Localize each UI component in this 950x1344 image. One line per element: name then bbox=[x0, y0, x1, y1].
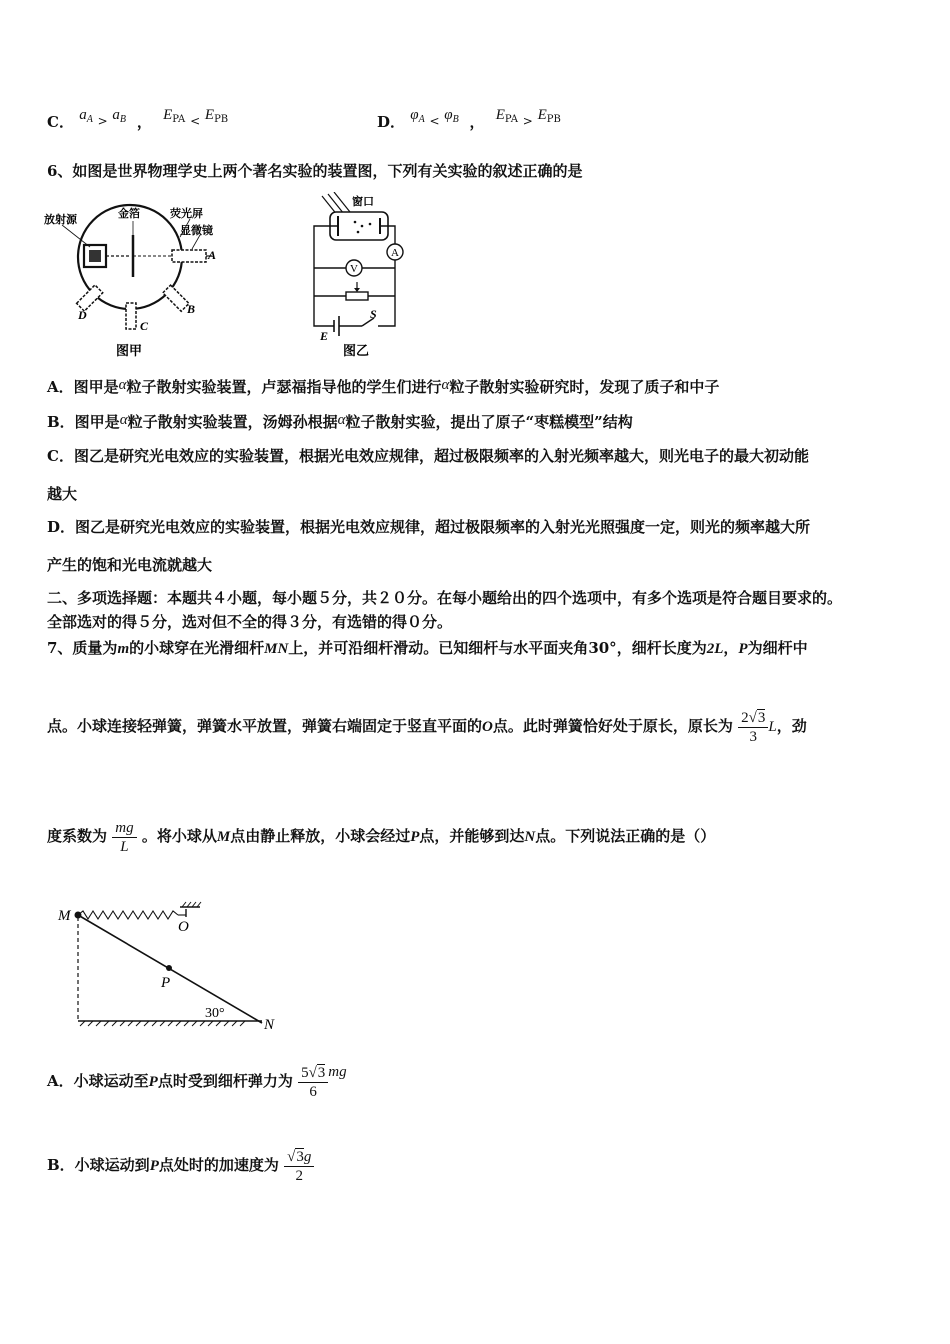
label-d: D bbox=[78, 308, 87, 322]
figure-caption-yi: 图乙 bbox=[343, 344, 370, 359]
label-window: 窗口 bbox=[352, 195, 374, 208]
q7-line3: 度系数为 $\frac{mg}{L}$ 。将小球从M点由静止释放，小球会经过P点，并能够到达N点。下列说法正确的是（） bbox=[47, 819, 716, 855]
microscope-b bbox=[163, 285, 189, 311]
figure-incline-spring bbox=[50, 895, 290, 1040]
label-s: S bbox=[370, 307, 377, 321]
fraction-spring-constant: $\frac{mg}{L}$ bbox=[112, 819, 136, 856]
label-o: O bbox=[178, 919, 189, 935]
fraction-natural-length: $\frac{2√3}{3}$ bbox=[738, 709, 768, 746]
svg-text:A: A bbox=[391, 247, 399, 259]
figure-photoelectric bbox=[300, 192, 420, 364]
point-p bbox=[166, 965, 172, 971]
section2-line1: 二、多项选择题：本题共４小题，每小题５分，共２０分。在每小题给出的四个选项中，有多个选项是符合题目要求的。 bbox=[47, 589, 843, 607]
microscope-a bbox=[172, 250, 206, 262]
label-foil: 金箔 bbox=[118, 207, 140, 220]
label-screen: 荧光屏 bbox=[170, 207, 203, 220]
q7-line2: 点。小球连接轻弹簧，弹簧水平放置，弹簧右端固定于竖直平面的O点。此时弹簧恰好处于原长，原长为 $\frac{2√3}{3}$ L，劲 bbox=[47, 709, 807, 745]
label-a: A bbox=[208, 248, 217, 262]
option-label: D． bbox=[377, 113, 406, 131]
q7-option-b: B．小球运动到P点处时的加速度为 $\frac{√3g}{2}$ bbox=[47, 1140, 314, 1191]
microscope-c bbox=[126, 303, 136, 329]
option-label: C． bbox=[47, 113, 74, 131]
label-e: E bbox=[320, 329, 329, 343]
q5-option-d: D． $\varphi_A$ $_<$ $\varphi_B$ ， $E_{PA}$ $_>$ $E_{PB}$ bbox=[377, 107, 561, 131]
label-source: 放射源 bbox=[44, 213, 77, 226]
q7-option-a: A．小球运动至P点时受到细杆弹力为 $\frac{5√3}{6}$ mg bbox=[47, 1064, 347, 1100]
label-c: C bbox=[140, 319, 149, 333]
spring bbox=[78, 911, 178, 919]
fraction-option-b: $\frac{√3g}{2}$ bbox=[284, 1148, 314, 1185]
q6-option-c-line1: C．图乙是研究光电效应的实验装置，根据光电效应规律，超过极限频率的入射光频率越大，则光电子的最大初动能 bbox=[47, 447, 809, 465]
q6-option-a: A．图甲是α粒子散射实验装置，卢瑟福指导他的学生们进行α粒子散射实验研究时，发现了质子和中子 bbox=[47, 377, 720, 396]
label-n: N bbox=[264, 1017, 275, 1033]
ball-m bbox=[75, 912, 82, 919]
label-angle: 30° bbox=[205, 1006, 225, 1021]
q6-option-d-line1: D．图乙是研究光电效应的实验装置，根据光电效应规律，超过极限频率的入射光光照强度一定，则光的频率越大所 bbox=[47, 518, 811, 536]
q6-stem: 6、如图是世界物理学史上两个著名实验的装置图，下列有关实验的叙述正确的是 bbox=[47, 162, 583, 180]
q6-option-b: B．图甲是α粒子散射实验装置，汤姆孙根据α粒子散射实验，提出了原子“枣糕模型”结构 bbox=[47, 412, 633, 431]
svg-text:V: V bbox=[350, 263, 358, 275]
q7-line1: 7、质量为m的小球穿在光滑细杆MN上，并可沿细杆滑动。已知细杆与水平面夹角30°，细杆长度为2L，P为细杆中 bbox=[47, 639, 808, 657]
label-p: P bbox=[161, 975, 171, 991]
label-b: B bbox=[187, 302, 196, 316]
q6-option-d-line2: 产生的饱和光电流就越大 bbox=[47, 556, 213, 574]
label-m: M bbox=[58, 908, 71, 924]
q5-option-c: C． $a_A$ $_>$ $a_B$ ， $E_{PA}$ $_<$ $E_{PB}$ bbox=[47, 107, 229, 131]
figure-alpha-scattering bbox=[40, 195, 240, 365]
q6-option-c-line2: 越大 bbox=[47, 485, 78, 503]
rheostat bbox=[346, 292, 368, 300]
figure-caption-jia: 图甲 bbox=[116, 344, 143, 359]
fraction-option-a: $\frac{5√3}{6}$ bbox=[298, 1064, 328, 1101]
section2-line2: 全部选对的得５分，选对但不全的得３分，有选错的得０分。 bbox=[47, 613, 453, 631]
label-microscope: 显微镜 bbox=[180, 224, 213, 237]
